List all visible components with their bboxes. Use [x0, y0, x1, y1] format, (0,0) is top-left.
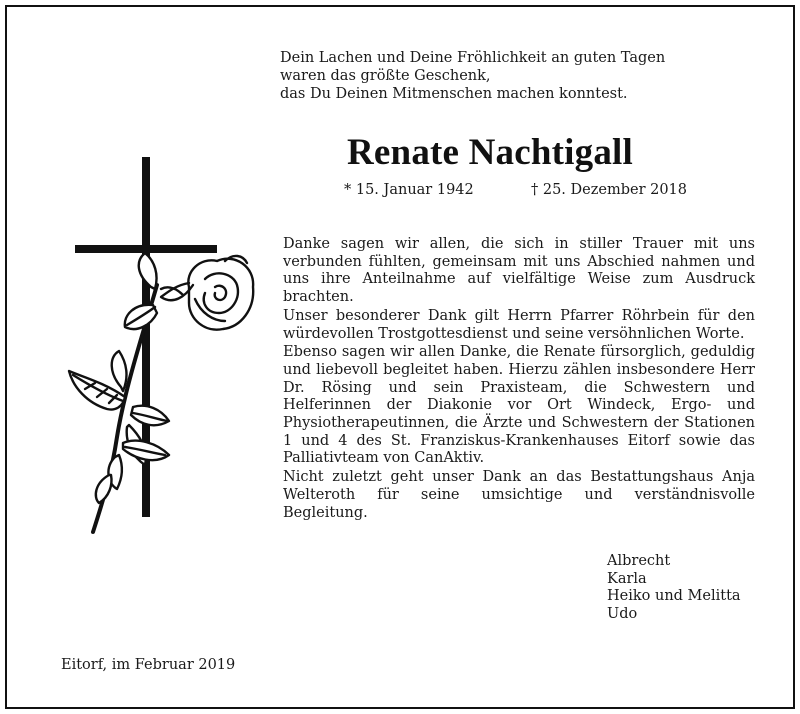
motto [280, 49, 760, 103]
motto-line: Dein Lachen und Deine Fröhlichkeit an guten Tagen [280, 50, 666, 66]
paragraph: Ebenso sagen wir allen Danke, die Renate fürsorglich, geduldig und liebevoll begleitet haben. Hierzu zählen insbesondere Herr Dr. Rösing und sein Praxisteam, die Schwestern und Helferinnen der Diakonie vor Ort Windeck, Ergo- und Physiotherapeutinnen, die Ärzte und Schwestern der Stationen 1 und 4 des St. Franziskus-Krankenhauses Eitorf sowie das Palliativteam von CanAktiv. [283, 344, 755, 467]
signer: Albrecht [607, 553, 671, 569]
signer: Karla [607, 570, 647, 587]
thanks-text [283, 236, 755, 522]
signers [607, 553, 741, 624]
rose-icon [69, 253, 253, 532]
signer: Heiko und Melitta [607, 588, 741, 605]
death-date: † 25. Dezember 2018 [531, 182, 688, 198]
paragraph: Danke sagen wir allen, die sich in stiller Trauer mit uns verbunden fühlten, gemeinsam mit uns Abschied nahmen und uns ihre Anteilnahme auf vielfältige Weise zum Ausdruck brachten. [283, 236, 755, 306]
deceased-name: Renate Nachtigall [347, 132, 633, 173]
paragraph: Unser besonderer Dank gilt Herrn Pfarrer Röhrbein für den würdevollen Trostgottesdienst und seine versöhnlichen Worte. [283, 307, 755, 342]
paragraph: Nicht zuletzt geht unser Dank an das Bestattungshaus Anja Welteroth für seine umsichtige und verständnisvolle Begleitung. [283, 469, 755, 521]
cross-and-rose-emblem [65, 157, 265, 537]
place-and-date: Eitorf, im Februar 2019 [61, 657, 236, 673]
motto-line: das Du Deinen Mitmenschen machen konntest. [280, 86, 628, 102]
motto-line: waren das größte Geschenk, [280, 68, 491, 84]
birth-date: * 15. Januar 1942 [344, 182, 474, 198]
signer: Udo [607, 606, 638, 623]
obituary-card [5, 5, 795, 709]
